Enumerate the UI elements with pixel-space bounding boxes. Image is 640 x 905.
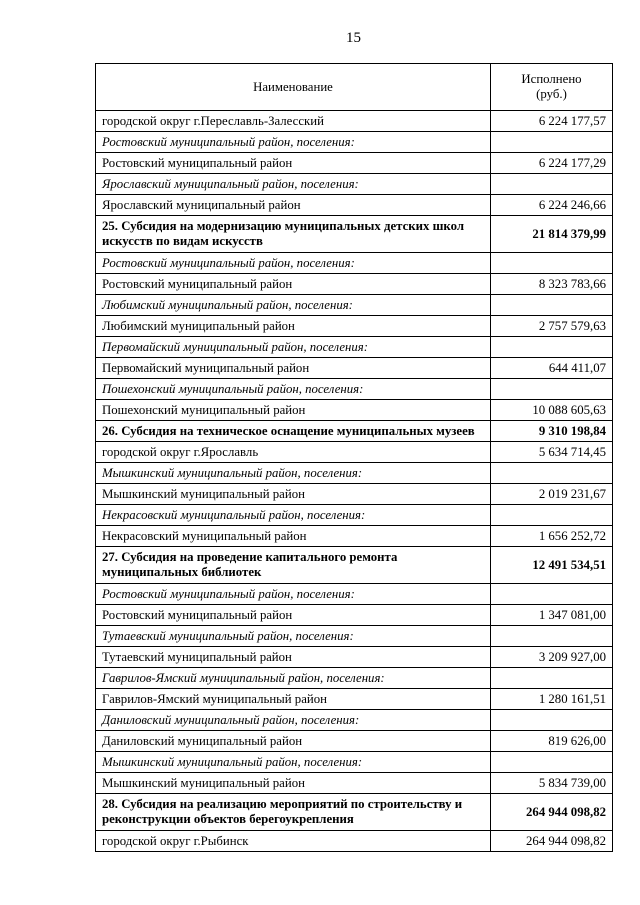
row-name-cell (96, 731, 491, 752)
row-value-text: 5 634 714,45 (538, 444, 606, 459)
row-name-text: Любимский муниципальный район (102, 318, 295, 333)
expenditure-table (95, 63, 613, 852)
district-subheader-row (96, 668, 613, 689)
row-name-cell (96, 400, 491, 421)
row-value-cell (491, 794, 613, 831)
row-name-cell (96, 547, 491, 584)
row-name-text: Ростовский муниципальный район (102, 607, 293, 622)
row-name-cell (96, 831, 491, 852)
row-value-text: 264 944 098,82 (526, 804, 606, 819)
row-name-text: Пошехонский муниципальный район, поселения: (102, 381, 364, 396)
row-name-cell (96, 505, 491, 526)
table-row (96, 773, 613, 794)
row-name-text: Мышкинский муниципальный район, поселения: (102, 465, 363, 480)
row-value-cell (491, 710, 613, 731)
row-value-text: 6 224 246,66 (538, 197, 606, 212)
row-name-cell (96, 794, 491, 831)
row-name-text: Даниловский муниципальный район (102, 733, 303, 748)
district-subheader-row (96, 505, 613, 526)
name-column-header (96, 64, 491, 111)
table-header (96, 64, 613, 111)
district-subheader-row (96, 710, 613, 731)
row-value-cell (491, 626, 613, 647)
row-name-cell (96, 111, 491, 132)
row-name-text: городской округ г.Ярославль (102, 444, 259, 459)
table-row (96, 484, 613, 505)
table-row (96, 605, 613, 626)
row-name-text: городской округ г.Рыбинск (102, 833, 249, 848)
row-name-cell (96, 647, 491, 668)
district-subheader-row (96, 626, 613, 647)
table-row (96, 647, 613, 668)
row-value-cell (491, 773, 613, 794)
row-name-text: Первомайский муниципальный район, поселения: (102, 339, 368, 354)
row-value-text: 819 626,00 (548, 733, 606, 748)
row-name-cell (96, 710, 491, 731)
row-value-cell (491, 731, 613, 752)
subsidy-row (96, 216, 613, 253)
row-name-cell (96, 337, 491, 358)
row-name-text: Тутаевский муниципальный район, поселения: (102, 628, 354, 643)
district-subheader-row (96, 463, 613, 484)
row-value-cell (491, 647, 613, 668)
row-value-text: 21 814 379,99 (532, 226, 606, 241)
row-name-cell (96, 689, 491, 710)
row-value-cell (491, 253, 613, 274)
row-value-cell (491, 442, 613, 463)
row-name-text: Гаврилов-Ямский муниципальный район (102, 691, 327, 706)
row-value-text: 2 757 579,63 (538, 318, 606, 333)
row-value-text: 8 323 783,66 (538, 276, 606, 291)
row-name-text: 26. Субсидия на техническое оснащение муниципальных музеев (102, 423, 475, 438)
row-name-cell (96, 295, 491, 316)
name-column-header-text: Наименование (253, 79, 333, 94)
row-value-cell (491, 584, 613, 605)
row-name-text: Ростовский муниципальный район, поселения: (102, 255, 355, 270)
row-name-text: искусств по видам искусств (102, 234, 263, 248)
row-name-text: 27. Субсидия на проведение капитального ремонта (102, 550, 398, 564)
table-row (96, 831, 613, 852)
row-name-text: 25. Субсидия на модернизацию муниципальных детских школ (102, 219, 465, 233)
row-name-cell (96, 358, 491, 379)
row-name-text: 28. Субсидия на реализацию мероприятий по строительству и (102, 797, 463, 811)
row-value-text: 1 280 161,51 (538, 691, 606, 706)
table-row (96, 153, 613, 174)
subsidy-row (96, 547, 613, 584)
value-column-header-unit: (руб.) (536, 87, 567, 101)
row-name-cell (96, 379, 491, 400)
row-value-text: 2 019 231,67 (538, 486, 606, 501)
row-name-text: Ярославский муниципальный район (102, 197, 301, 212)
row-value-text: 10 088 605,63 (532, 402, 606, 417)
row-name-text: Ростовский муниципальный район (102, 276, 293, 291)
row-value-cell (491, 505, 613, 526)
row-name-cell (96, 668, 491, 689)
row-value-text: 1 656 252,72 (538, 528, 606, 543)
header-row (96, 64, 613, 111)
row-name-text: Мышкинский муниципальный район (102, 775, 305, 790)
row-value-text: 6 224 177,29 (538, 155, 606, 170)
row-value-text: 5 834 739,00 (538, 775, 606, 790)
row-name-text: Первомайский муниципальный район (102, 360, 310, 375)
row-name-cell (96, 421, 491, 442)
table-row (96, 358, 613, 379)
row-value-cell (491, 605, 613, 626)
row-name-cell (96, 605, 491, 626)
row-value-cell (491, 668, 613, 689)
district-subheader-row (96, 584, 613, 605)
row-name-text: реконструкции объектов берегоукрепления (102, 812, 354, 826)
row-value-cell (491, 153, 613, 174)
table-row (96, 195, 613, 216)
row-value-text: 6 224 177,57 (538, 113, 606, 128)
table-row (96, 442, 613, 463)
row-name-text: Ростовский муниципальный район (102, 155, 293, 170)
row-name-text: Ростовский муниципальный район, поселения: (102, 134, 355, 149)
row-name-cell (96, 253, 491, 274)
row-value-cell (491, 295, 613, 316)
row-value-cell (491, 484, 613, 505)
row-name-text: городской округ г.Переславль-Залесский (102, 113, 324, 128)
row-value-cell (491, 111, 613, 132)
row-name-text: Ростовский муниципальный район, поселения: (102, 586, 355, 601)
table-row (96, 111, 613, 132)
row-value-cell (491, 379, 613, 400)
row-name-text: Гаврилов-Ямский муниципальный район, поселения: (102, 670, 385, 685)
row-value-text: 264 944 098,82 (526, 833, 606, 848)
row-name-cell (96, 195, 491, 216)
row-name-text: Мышкинский муниципальный район, поселения: (102, 754, 363, 769)
row-value-text: 1 347 081,00 (538, 607, 606, 622)
row-value-cell (491, 316, 613, 337)
row-name-cell (96, 484, 491, 505)
row-value-text: 9 310 198,84 (538, 423, 606, 438)
row-name-text: Даниловский муниципальный район, поселения: (102, 712, 360, 727)
row-name-cell (96, 526, 491, 547)
row-name-text: Некрасовский муниципальный район (102, 528, 307, 543)
row-name-cell (96, 153, 491, 174)
district-subheader-row (96, 379, 613, 400)
row-value-cell (491, 547, 613, 584)
row-value-cell (491, 421, 613, 442)
row-value-cell (491, 174, 613, 195)
row-value-cell (491, 463, 613, 484)
row-name-cell (96, 274, 491, 295)
row-value-text: 12 491 534,51 (532, 557, 606, 572)
row-name-text: муниципальных библиотек (102, 565, 262, 579)
row-name-text: Мышкинский муниципальный район (102, 486, 305, 501)
district-subheader-row (96, 253, 613, 274)
table-row (96, 400, 613, 421)
row-name-cell (96, 316, 491, 337)
row-name-cell (96, 174, 491, 195)
value-column-header (491, 64, 613, 111)
row-name-cell (96, 752, 491, 773)
row-name-cell (96, 216, 491, 253)
row-name-cell (96, 132, 491, 153)
row-value-cell (491, 274, 613, 295)
district-subheader-row (96, 337, 613, 358)
row-name-cell (96, 442, 491, 463)
row-value-cell (491, 337, 613, 358)
row-value-cell (491, 216, 613, 253)
row-value-cell (491, 358, 613, 379)
row-name-text: Ярославский муниципальный район, поселения: (102, 176, 359, 191)
row-name-cell (96, 626, 491, 647)
district-subheader-row (96, 174, 613, 195)
table-row (96, 526, 613, 547)
row-value-cell (491, 752, 613, 773)
row-value-cell (491, 400, 613, 421)
subsidy-row (96, 794, 613, 831)
row-name-cell (96, 463, 491, 484)
page-number: 15 (346, 30, 361, 46)
row-value-text: 644 411,07 (548, 360, 606, 375)
table-body (96, 111, 613, 852)
table-row (96, 689, 613, 710)
district-subheader-row (96, 132, 613, 153)
table-row (96, 316, 613, 337)
table-row (96, 274, 613, 295)
row-name-text: Любимский муниципальный район, поселения: (102, 297, 353, 312)
row-name-cell (96, 773, 491, 794)
row-name-text: Пошехонский муниципальный район (102, 402, 306, 417)
row-name-cell (96, 584, 491, 605)
row-name-text: Некрасовский муниципальный район, поселения: (102, 507, 366, 522)
row-name-text: Тутаевский муниципальный район (102, 649, 292, 664)
row-value-cell (491, 195, 613, 216)
subsidy-row (96, 421, 613, 442)
district-subheader-row (96, 752, 613, 773)
row-value-cell (491, 132, 613, 153)
row-value-cell (491, 526, 613, 547)
district-subheader-row (96, 295, 613, 316)
table-row (96, 731, 613, 752)
row-value-text: 3 209 927,00 (538, 649, 606, 664)
value-column-header-label: Исполнено (521, 72, 582, 86)
row-value-cell (491, 689, 613, 710)
row-value-cell (491, 831, 613, 852)
